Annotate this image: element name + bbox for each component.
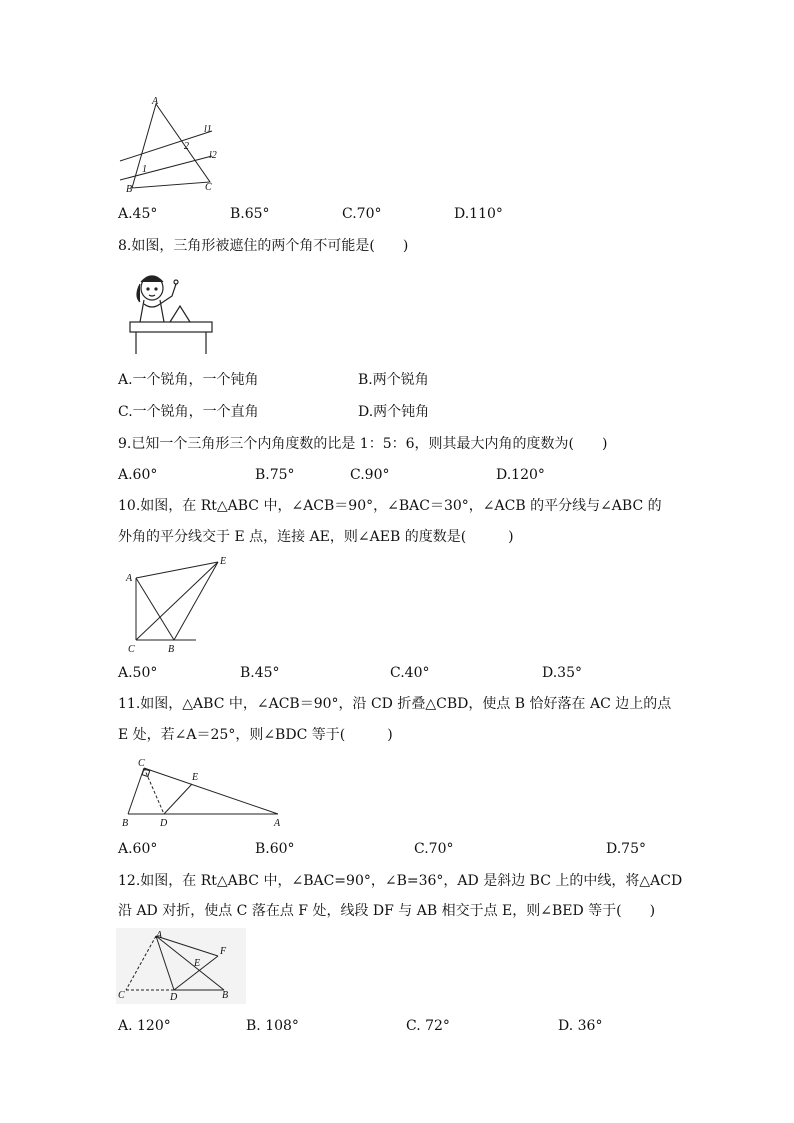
q11-stem-line2: E 处，若∠A＝25°，则∠BDC 等于( ) xyxy=(118,727,393,743)
q7-label-A: A xyxy=(152,96,159,107)
q8-option-c[interactable]: C.一个锐角，一个直角 xyxy=(118,404,259,420)
q12-label-B: B xyxy=(222,990,229,1001)
q8-option-b[interactable]: B.两个锐角 xyxy=(358,372,429,388)
q10-option-a[interactable]: A.50° xyxy=(118,665,158,681)
q9-option-d[interactable]: D.120° xyxy=(496,467,545,483)
q11-option-b[interactable]: B.60° xyxy=(255,841,295,857)
q11-label-E: E xyxy=(192,772,199,783)
q12-stem-line1: 12.如图，在 Rt△ABC 中，∠BAC=90°，∠B=36°，AD 是斜边 BC 上的中线，将△ACD xyxy=(118,873,683,889)
q11-option-a[interactable]: A.60° xyxy=(118,841,158,857)
q10-option-d[interactable]: D.35° xyxy=(542,665,582,681)
q12-label-A: A xyxy=(156,930,163,941)
q7-label-C: C xyxy=(205,182,212,193)
q10-stem-line1: 10.如图，在 Rt△ABC 中，∠ACB＝90°，∠BAC＝30°，∠ACB 的平分线与∠ABC 的 xyxy=(118,498,662,514)
q8-figure-girl-with-board xyxy=(126,266,218,358)
q10-label-E: E xyxy=(220,556,227,567)
q12-label-C: C xyxy=(118,990,125,1001)
q11-label-A: A xyxy=(274,818,281,829)
q12-option-b[interactable]: B. 108° xyxy=(246,1018,299,1034)
q11-option-d[interactable]: D.75° xyxy=(606,841,646,857)
q9-option-b[interactable]: B.75° xyxy=(255,467,295,483)
q7-option-b[interactable]: B.65° xyxy=(230,206,270,222)
q11-option-c[interactable]: C.70° xyxy=(414,841,454,857)
q7-label-2: 2 xyxy=(184,141,189,152)
q8-option-d[interactable]: D.两个钝角 xyxy=(358,404,430,420)
q12-option-c[interactable]: C. 72° xyxy=(406,1018,450,1034)
q7-label-1: 1 xyxy=(142,164,147,175)
q12-label-E: E xyxy=(194,958,201,969)
q7-label-B: B xyxy=(126,184,133,194)
q12-label-D: D xyxy=(170,992,178,1003)
q11-label-C: C xyxy=(138,758,145,769)
q9-stem: 9.已知一个三角形三个内角度数的比是 1：5：6，则其最大内角的度数为( ) xyxy=(118,436,608,452)
q11-label-B: B xyxy=(122,818,129,829)
q12-option-d[interactable]: D. 36° xyxy=(558,1018,603,1034)
q11-stem-line1: 11.如图，△ABC 中，∠ACB＝90°，沿 CD 折叠△CBD，使点 B 恰好落在 AC 边上的点 xyxy=(118,696,672,712)
q10-label-B: B xyxy=(168,644,175,655)
q10-label-A: A xyxy=(126,573,133,584)
q11-figure xyxy=(118,754,290,830)
q7-label-l1: l1 xyxy=(204,124,212,135)
q10-option-c[interactable]: C.40° xyxy=(390,665,430,681)
q11-label-D: D xyxy=(160,818,168,829)
q10-label-C: C xyxy=(128,644,135,655)
q7-label-l2: l2 xyxy=(209,150,217,161)
q9-option-a[interactable]: A.60° xyxy=(118,467,158,483)
q12-label-F: F xyxy=(220,946,227,957)
q7-option-c[interactable]: C.70° xyxy=(342,206,382,222)
q12-option-a[interactable]: A. 120° xyxy=(118,1018,171,1034)
q7-option-a[interactable]: A.45° xyxy=(118,206,158,222)
q9-option-c[interactable]: C.90° xyxy=(350,467,390,483)
q8-option-a[interactable]: A.一个锐角，一个钝角 xyxy=(118,372,259,388)
q10-option-b[interactable]: B.45° xyxy=(240,665,280,681)
q7-figure xyxy=(112,94,224,194)
q10-stem-line2: 外角的平分线交于 E 点，连接 AE，则∠AEB 的度数是( ) xyxy=(118,529,514,545)
q12-stem-line2: 沿 AD 对折，使点 C 落在点 F 处，线段 DF 与 AB 相交于点 E，则∠BED 等于( ) xyxy=(118,903,656,919)
q12-figure xyxy=(116,928,246,1004)
q10-figure xyxy=(122,552,234,656)
q8-stem: 8.如图，三角形被遮住的两个角不可能是( ) xyxy=(118,238,409,254)
q7-option-d[interactable]: D.110° xyxy=(454,206,503,222)
